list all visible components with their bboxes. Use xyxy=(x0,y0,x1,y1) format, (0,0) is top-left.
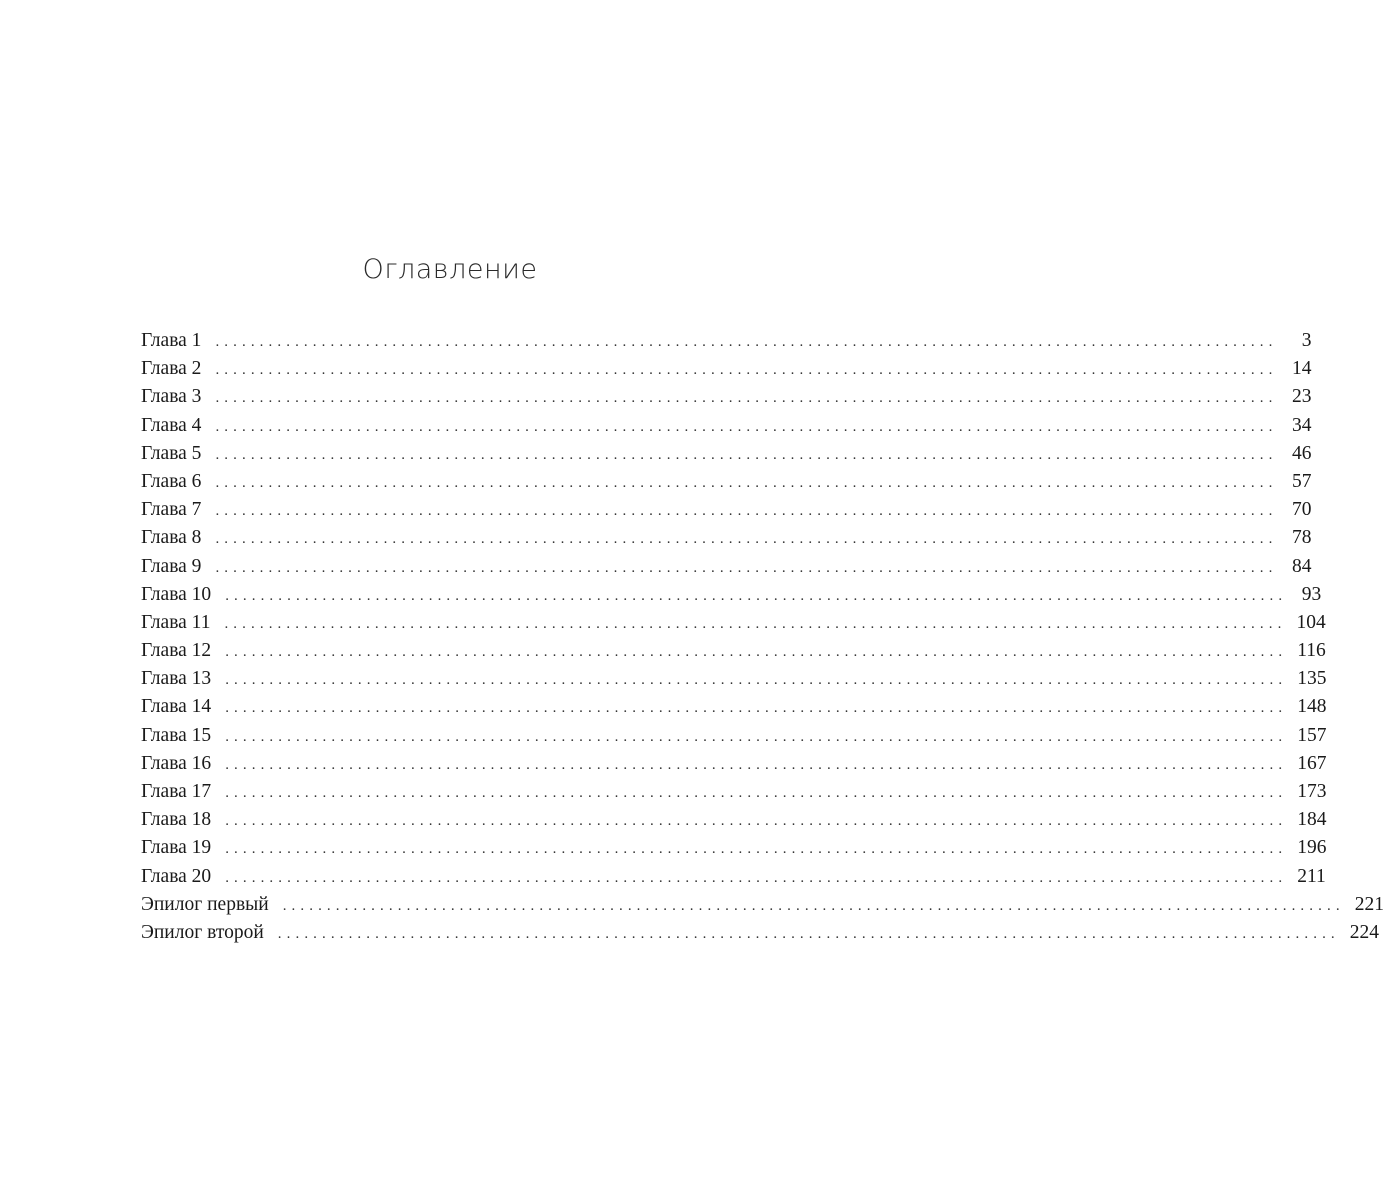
toc-entry xyxy=(141,834,1327,862)
toc-dot-leader: ........................................................................................................................ xyxy=(225,700,1288,717)
toc-dot-leader: ........................................................................................................................ xyxy=(225,785,1288,801)
toc-dot-leader: ........................................................................................................................ xyxy=(225,813,1288,830)
toc-entry-label: Глава 14 xyxy=(141,696,212,718)
toc-entry xyxy=(141,412,1312,440)
toc-dot-leader: ........................................................................................................................ xyxy=(215,531,1278,548)
toc-entry-label: Эпилог первый xyxy=(141,893,269,915)
toc-entry xyxy=(141,665,1327,693)
toc-dot-leader: ........................................................................................................................ xyxy=(215,474,1278,491)
toc-entry xyxy=(141,778,1327,806)
toc-entry xyxy=(141,440,1312,468)
toc-dot-leader: ........................................................................................................................ xyxy=(225,728,1288,745)
toc-entry-page-number: 46 xyxy=(1291,442,1312,464)
toc-entry-label: Глава 12 xyxy=(141,640,212,662)
toc-dot-leader: ........................................................................................................................ xyxy=(224,615,1287,632)
toc-entry-page-number: 135 xyxy=(1297,668,1327,690)
toc-entry xyxy=(141,806,1327,834)
toc-entry-label: Глава 1 xyxy=(141,330,202,351)
toc-entry-label: Глава 15 xyxy=(141,724,212,746)
toc-dot-leader: ........................................................................................................................ xyxy=(215,418,1278,435)
toc-entry-label: Глава 19 xyxy=(141,837,212,859)
toc-entry-label: Глава 3 xyxy=(141,386,202,408)
toc-dot-leader: ........................................................................................................................ xyxy=(215,559,1278,576)
toc-entry-page-number: 70 xyxy=(1291,499,1312,521)
toc-entry-label: Глава 13 xyxy=(141,668,212,690)
toc-entry-label: Эпилог второй xyxy=(141,921,264,943)
toc-entry xyxy=(141,553,1312,581)
toc-entry xyxy=(141,919,1380,947)
toc-entry-page-number: 34 xyxy=(1291,414,1312,436)
toc-dot-leader: ........................................................................................................................ xyxy=(215,334,1278,350)
toc-entry xyxy=(141,524,1312,552)
toc-entry xyxy=(141,750,1327,778)
toc-entry-page-number: 224 xyxy=(1349,921,1380,943)
toc-entry xyxy=(141,863,1326,891)
toc-entry xyxy=(141,637,1326,665)
toc-dot-leader: ........................................................................................................................ xyxy=(225,672,1288,689)
toc-entry-page-number: 116 xyxy=(1297,640,1326,662)
toc-entry-label: Глава 16 xyxy=(141,752,212,774)
toc-entry xyxy=(141,581,1322,609)
toc-entry-page-number: 184 xyxy=(1297,809,1327,831)
toc-dot-leader: ........................................................................................................................ xyxy=(225,869,1288,886)
toc-entry-page-number: 84 xyxy=(1291,555,1312,577)
toc-entry xyxy=(141,496,1312,524)
toc-dot-leader: ........................................................................................................................ xyxy=(225,644,1288,661)
toc-dot-leader: ........................................................................................................................ xyxy=(215,503,1278,520)
toc-entry-label: Глава 6 xyxy=(141,470,202,492)
toc-dot-leader: ........................................................................................................................ xyxy=(215,446,1278,463)
toc-entry xyxy=(141,722,1327,750)
toc-dot-leader: ........................................................................................................................ xyxy=(277,925,1340,942)
toc-entry xyxy=(141,891,1384,919)
toc-entry-page-number: 196 xyxy=(1297,837,1327,859)
toc-entry-label: Глава 4 xyxy=(141,414,202,436)
toc-entry-page-number: 104 xyxy=(1296,611,1326,633)
toc-dot-leader: ........................................................................................................................ xyxy=(215,390,1278,407)
toc-dot-leader: ........................................................................................................................ xyxy=(225,841,1288,858)
toc-entry xyxy=(141,355,1312,383)
toc-entry-label: Глава 11 xyxy=(141,611,211,633)
toc-entry-label: Глава 20 xyxy=(141,865,212,887)
toc-entry-label: Глава 2 xyxy=(141,358,202,380)
toc-entry-label: Глава 8 xyxy=(141,527,202,549)
toc-dot-leader: ........................................................................................................................ xyxy=(225,756,1288,773)
toc-entry-label: Глава 7 xyxy=(141,499,202,521)
toc-entry-page-number: 14 xyxy=(1291,358,1312,380)
toc-entry xyxy=(141,327,1312,355)
toc-entry xyxy=(141,468,1312,496)
toc-entry-label: Глава 9 xyxy=(141,555,202,577)
toc-entry-label: Глава 5 xyxy=(141,442,202,464)
toc-entry-label: Глава 10 xyxy=(141,583,212,605)
toc-entry-label: Глава 17 xyxy=(141,781,212,802)
toc-title: Оглавление xyxy=(362,254,538,285)
toc-entry xyxy=(141,693,1327,721)
toc-entry-page-number: 3 xyxy=(1301,330,1312,351)
toc-entry-page-number: 173 xyxy=(1297,781,1327,802)
toc-entry-page-number: 221 xyxy=(1354,893,1384,915)
toc-entry xyxy=(141,609,1326,637)
toc-entry-page-number: 167 xyxy=(1297,752,1327,774)
toc-entry xyxy=(141,383,1312,411)
toc-dot-leader: ........................................................................................................................ xyxy=(282,897,1345,914)
toc-list xyxy=(141,327,1384,947)
toc-dot-leader: ........................................................................................................................ xyxy=(225,587,1288,604)
toc-entry-page-number: 23 xyxy=(1291,386,1312,408)
toc-entry-page-number: 57 xyxy=(1291,470,1312,492)
toc-entry-page-number: 211 xyxy=(1297,865,1326,887)
toc-entry-page-number: 93 xyxy=(1301,583,1322,605)
toc-dot-leader: ........................................................................................................................ xyxy=(215,362,1278,379)
toc-entry-page-number: 148 xyxy=(1297,696,1327,718)
toc-entry-page-number: 157 xyxy=(1297,724,1327,746)
toc-entry-label: Глава 18 xyxy=(141,809,212,831)
toc-entry-page-number: 78 xyxy=(1291,527,1312,549)
